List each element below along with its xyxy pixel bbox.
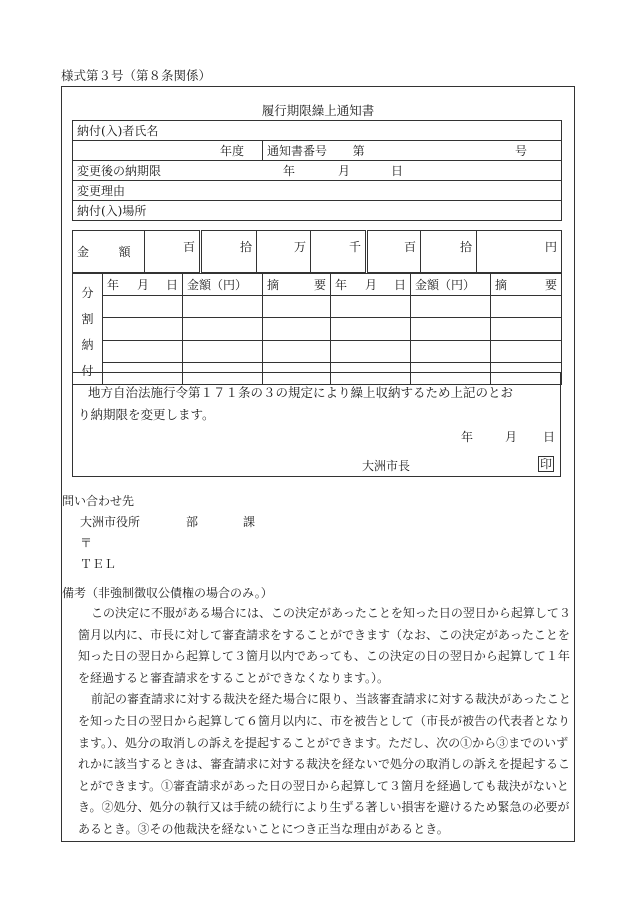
installment-cell[interactable] xyxy=(103,340,183,362)
installment-row xyxy=(73,340,562,362)
installment-cell[interactable] xyxy=(411,296,491,318)
installment-cell[interactable] xyxy=(103,296,183,318)
official-seal xyxy=(538,456,554,472)
amount-digit-en[interactable]: 円 xyxy=(477,231,562,273)
remarks-line: ます。）、処分の取消しの訴えを提起することができます。ただし、次の①から③までのいず xyxy=(78,735,569,750)
remarks-line: れかに該当するときは、審査請求に対する裁決を経ないで処分の取消しの訴えを提起するこ xyxy=(78,757,571,772)
fiscal-year-field[interactable] xyxy=(73,141,263,161)
payer-name-field[interactable] xyxy=(73,121,562,141)
amount-digit-ju[interactable]: 拾 xyxy=(421,231,477,273)
mayor-title: 大洲市長 xyxy=(362,459,411,473)
seal-mark: 印 xyxy=(540,457,553,471)
installment-vertical-label xyxy=(73,274,103,385)
statement-line-2: り納期限を変更します。 xyxy=(78,407,215,422)
changed-deadline-day: 日 xyxy=(391,164,404,178)
remarks-line: 箇月以内に、市長に対して審査請求をすることができます（なお、この決定があったことを xyxy=(78,627,570,642)
installment-label-char-2: 割 xyxy=(81,312,94,326)
installment-header-date-2 xyxy=(331,274,411,296)
installment-label-char-3: 納 xyxy=(81,338,94,352)
payment-place-row xyxy=(73,201,562,221)
remarks-line: とができます。①審査請求があった日の翌日から起算して３箇月を経過しても裁決がないと xyxy=(78,778,569,793)
document-title: 履行期限繰上通知書 xyxy=(261,103,375,118)
payment-place-field[interactable] xyxy=(73,201,562,221)
amount-digit-man[interactable]: 万 xyxy=(257,231,311,273)
installment-cell[interactable] xyxy=(331,340,411,362)
notice-number-go: 号 xyxy=(515,144,528,158)
installment-cell[interactable] xyxy=(491,318,562,340)
installment-cell[interactable] xyxy=(263,318,331,340)
remarks-line: 知った日の翌日から起算して３箇月以内であっても、この決定の日の翌日から起算して１年 xyxy=(78,649,570,664)
installment-cell[interactable] xyxy=(183,318,263,340)
notice-form-table xyxy=(72,120,562,221)
amount-label-kin: 金 xyxy=(77,245,90,259)
installment-cell[interactable] xyxy=(183,296,263,318)
installment-cell[interactable] xyxy=(491,340,562,362)
remarks-line: き。②処分、処分の執行又は手続の続行により生ずる著しい損害を避けるため緊急の必要が xyxy=(78,800,570,815)
remarks-body xyxy=(78,603,571,841)
amount-digit-sen[interactable]: 千 xyxy=(311,231,367,273)
installment-cell[interactable] xyxy=(331,296,411,318)
changed-deadline-year: 年 xyxy=(283,164,296,178)
installment-cell[interactable] xyxy=(263,340,331,362)
installment-row xyxy=(73,318,562,340)
installment-label-char-4: 付 xyxy=(81,364,94,378)
notice-number-field[interactable] xyxy=(263,141,562,161)
contact-postal: 〒 xyxy=(80,536,93,550)
contact-section: 課 xyxy=(243,515,256,529)
installment-table xyxy=(72,273,562,385)
header-month-1: 月 xyxy=(137,278,150,293)
amount-label-cell xyxy=(73,231,145,273)
change-reason-row xyxy=(73,181,562,201)
notice-number-dai: 第 xyxy=(352,144,365,158)
installment-cell[interactable] xyxy=(411,340,491,362)
remarks-line: を経過すると審査請求をすることができなくなります。）。 xyxy=(78,670,390,685)
year-notice-row xyxy=(73,141,562,161)
issue-date-month: 月 xyxy=(505,430,518,444)
header-day-2: 日 xyxy=(393,278,406,293)
installment-cell[interactable] xyxy=(331,318,411,340)
change-reason-field[interactable] xyxy=(73,181,562,201)
statement-line-1: 地方自治法施行令第１７１条の３の規定により繰上収納するため上記のとお xyxy=(88,385,514,400)
amount-label-gaku: 額 xyxy=(118,245,131,259)
remarks-line: 前記の審査請求に対する裁決を経た場合に限り、当該審査請求に対する裁決があったこと xyxy=(91,692,571,707)
payer-name-label: 納付(入)者氏名 xyxy=(77,124,159,138)
changed-deadline-field[interactable] xyxy=(73,161,562,181)
header-year-2: 年 xyxy=(335,278,348,293)
installment-header-summary-2 xyxy=(491,274,562,296)
installment-cell[interactable] xyxy=(491,296,562,318)
contact-tel: ＴＥＬ xyxy=(80,557,117,571)
header-day-1: 日 xyxy=(165,278,178,293)
installment-cell[interactable] xyxy=(411,318,491,340)
installment-cell[interactable] xyxy=(263,296,331,318)
notice-number-label: 通知書番号 xyxy=(267,144,328,158)
installment-cell[interactable] xyxy=(103,318,183,340)
changed-deadline-month: 月 xyxy=(338,164,351,178)
installment-row xyxy=(73,296,562,318)
remarks-line: を知った日の翌日から起算して６箇月以内に、市を被告として（市長が被告の代表者となり xyxy=(78,713,571,728)
contact-heading: 問い合わせ先 xyxy=(62,494,135,508)
remarks-heading: 備考（非強制徴収公債権の場合のみ。） xyxy=(62,586,273,600)
header-summary-a-1: 摘 xyxy=(267,278,280,293)
payment-place-label: 納付(入)場所 xyxy=(77,204,147,218)
installment-header-date-1 xyxy=(103,274,183,296)
header-year-1: 年 xyxy=(107,278,120,293)
amount-row xyxy=(73,231,562,273)
installment-header-row xyxy=(73,274,562,296)
installment-header-amount-2: 金額（円） xyxy=(411,274,491,296)
installment-header-summary-1 xyxy=(263,274,331,296)
amount-digit-ju-man[interactable]: 拾 xyxy=(201,231,257,273)
header-summary-b-2: 要 xyxy=(544,278,557,293)
installment-header-amount-1: 金額（円） xyxy=(183,274,263,296)
header-summary-a-2: 摘 xyxy=(495,278,508,293)
issue-date-day: 日 xyxy=(543,430,556,444)
fiscal-year-label: 年度 xyxy=(219,144,244,158)
payer-name-row xyxy=(73,121,562,141)
contact-department: 部 xyxy=(186,515,199,529)
amount-digit-hyaku[interactable]: 百 xyxy=(367,231,421,273)
amount-digit-hyaku-man[interactable]: 百 xyxy=(145,231,201,273)
header-summary-b-1: 要 xyxy=(313,278,326,293)
changed-deadline-label: 変更後の納期限 xyxy=(77,164,162,178)
changed-deadline-row xyxy=(73,161,562,181)
form-number-label: 様式第３号（第８条関係） xyxy=(61,68,212,83)
installment-cell[interactable] xyxy=(183,340,263,362)
change-reason-label: 変更理由 xyxy=(77,184,126,198)
issue-date-year: 年 xyxy=(461,430,474,444)
installment-label-char-1: 分 xyxy=(81,286,94,300)
remarks-line: あるとき。③その他裁決を経ないことにつき正当な理由があるとき。 xyxy=(78,821,449,836)
amount-table xyxy=(72,230,562,273)
remarks-line: この決定に不服がある場合には、この決定があったことを知った日の翌日から起算して３ xyxy=(91,606,571,620)
contact-office: 大洲市役所 xyxy=(80,515,141,529)
header-month-2: 月 xyxy=(365,278,378,293)
